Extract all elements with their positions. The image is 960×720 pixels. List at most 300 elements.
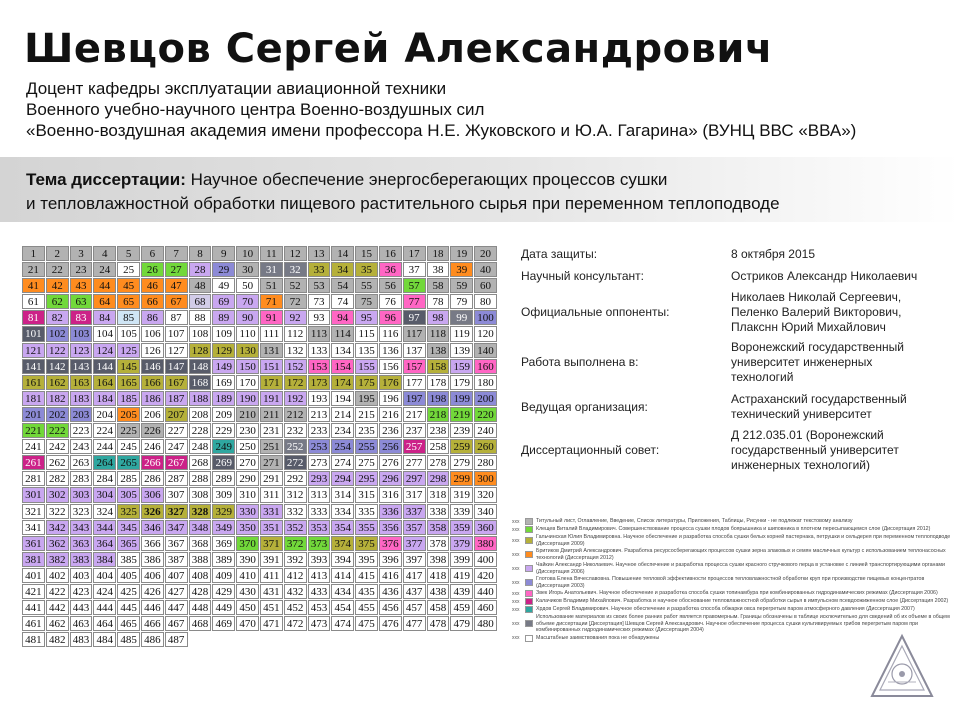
page-cell: 450 — [236, 600, 259, 615]
info-value: Д 212.035.01 (Воронежский государственный университет инженерных технологий) — [731, 427, 899, 472]
page-cell: 256 — [379, 439, 402, 454]
page-cell: 144 — [93, 359, 116, 374]
page-cell: 485 — [117, 632, 140, 647]
page-cell: 321 — [22, 504, 45, 519]
page-cell: 315 — [355, 487, 378, 502]
page-cell: 341 — [22, 520, 45, 535]
page-cell: 69 — [212, 294, 235, 309]
page-cell: 465 — [117, 616, 140, 631]
page-cell: 408 — [189, 568, 212, 583]
page-cell: 459 — [450, 600, 473, 615]
page-cell: 407 — [165, 568, 188, 583]
page-cell: 157 — [403, 359, 426, 374]
page-cell: 332 — [284, 504, 307, 519]
page-cell: 456 — [379, 600, 402, 615]
page-cell: 421 — [22, 584, 45, 599]
page-cell: 25 — [117, 262, 140, 277]
page-cell: 299 — [450, 471, 473, 486]
page-cell: 364 — [93, 536, 116, 551]
page-cell: 251 — [260, 439, 283, 454]
page-cell: 63 — [70, 294, 93, 309]
page-cell: 317 — [403, 487, 426, 502]
page-cell: 480 — [474, 616, 497, 631]
legend-text: Использование материалов из своих более ранних работ является правомерным. Границы обозначены в таблице исключительно для сведений об их объеме в общем объеме диссертации [Диссертация] Шевцов Сергей Александрович. Научное обеспечение процесса сушки культивируемых грибов перегретым паром при комбинированных гидродинамических режимах (Диссертация 2004) — [536, 614, 950, 633]
page-cell: 28 — [189, 262, 212, 277]
page-cell: 168 — [189, 375, 212, 390]
page-cell: 355 — [355, 520, 378, 535]
page-cell: 111 — [260, 326, 283, 341]
page-cell: 192 — [284, 391, 307, 406]
page-cell: 461 — [22, 616, 45, 631]
page-cell: 37 — [403, 262, 426, 277]
legend-swatch — [525, 537, 533, 544]
page-cell: 225 — [117, 423, 140, 438]
page-cell: 374 — [331, 536, 354, 551]
page-cell: 259 — [450, 439, 473, 454]
page-cell: 346 — [141, 520, 164, 535]
page-cell: 174 — [331, 375, 354, 390]
page-cell: 198 — [427, 391, 450, 406]
page-cell: 359 — [450, 520, 473, 535]
page-cell: 108 — [189, 326, 212, 341]
page-cell: 233 — [308, 423, 331, 438]
legend-code: ххх — [512, 579, 520, 586]
page-cell: 481 — [22, 632, 45, 647]
page-cell: 181 — [22, 391, 45, 406]
page-cell: 88 — [189, 310, 212, 325]
page-cell: 387 — [165, 552, 188, 567]
page-cell: 436 — [379, 584, 402, 599]
page-cell: 123 — [70, 343, 93, 358]
page-cell: 284 — [93, 471, 116, 486]
page-cell: 339 — [450, 504, 473, 519]
page-cell: 145 — [117, 359, 140, 374]
page-cell: 48 — [189, 278, 212, 293]
dissertation-theme — [26, 168, 780, 216]
legend-swatch — [525, 606, 533, 613]
page-cell: 432 — [284, 584, 307, 599]
page-cell: 410 — [236, 568, 259, 583]
page-cell: 224 — [93, 423, 116, 438]
page-cell: 240 — [474, 423, 497, 438]
page-cell: 226 — [141, 423, 164, 438]
page-cell: 17 — [403, 246, 426, 261]
page-cell: 327 — [165, 504, 188, 519]
legend-swatch — [525, 635, 533, 642]
page-cell: 27 — [165, 262, 188, 277]
page-cell: 329 — [212, 504, 235, 519]
page-cell: 158 — [427, 359, 450, 374]
page-cell: 392 — [284, 552, 307, 567]
page-cell: 129 — [212, 343, 235, 358]
page-cell: 381 — [22, 552, 45, 567]
page-cell: 205 — [117, 407, 140, 422]
page-cell: 358 — [427, 520, 450, 535]
page-cell: 184 — [93, 391, 116, 406]
page-cell: 191 — [260, 391, 283, 406]
page-cell: 453 — [308, 600, 331, 615]
page-cell: 281 — [22, 471, 45, 486]
page-cell: 417 — [403, 568, 426, 583]
page-cell: 345 — [117, 520, 140, 535]
page-cell: 430 — [236, 584, 259, 599]
page-cell: 62 — [46, 294, 69, 309]
page-cell: 249 — [212, 439, 235, 454]
page-cell: 342 — [46, 520, 69, 535]
page-cell: 149 — [212, 359, 235, 374]
page-cell: 276 — [379, 455, 402, 470]
page-cell: 200 — [474, 391, 497, 406]
page-cell: 371 — [260, 536, 283, 551]
page-cell: 163 — [70, 375, 93, 390]
page-cell: 210 — [236, 407, 259, 422]
page-cell: 319 — [450, 487, 473, 502]
info-label: Официальные оппоненты: — [521, 305, 670, 319]
legend-code: ххх — [512, 635, 520, 641]
page-cell: 313 — [308, 487, 331, 502]
page-cell: 50 — [236, 278, 259, 293]
page-cell: 36 — [379, 262, 402, 277]
page-cell: 314 — [331, 487, 354, 502]
legend-code: ххх — [512, 526, 520, 533]
page-cell: 199 — [450, 391, 473, 406]
page-cell: 326 — [141, 504, 164, 519]
page-cell: 278 — [427, 455, 450, 470]
page-cell: 52 — [284, 278, 307, 293]
page-cell: 361 — [22, 536, 45, 551]
page-cell: 323 — [70, 504, 93, 519]
page-cell: 95 — [355, 310, 378, 325]
affiliation-line: «Военно-воздушная академия имени профессора Н.Е. Жуковского и Ю.А. Гагарина» (ВУНЦ ВВС «ВВА») — [26, 121, 857, 140]
page-cell: 269 — [212, 455, 235, 470]
page-cell: 246 — [141, 439, 164, 454]
page-cell: 142 — [46, 359, 69, 374]
page-cell: 127 — [165, 343, 188, 358]
page-cell: 194 — [331, 391, 354, 406]
page-cell: 161 — [22, 375, 45, 390]
page-cell: 471 — [260, 616, 283, 631]
info-row — [521, 387, 941, 427]
page-cell: 73 — [308, 294, 331, 309]
page-cell: 379 — [450, 536, 473, 551]
page-cell: 115 — [355, 326, 378, 341]
page-cell: 441 — [22, 600, 45, 615]
page-cell: 343 — [70, 520, 93, 535]
page-cell: 201 — [22, 407, 45, 422]
page-cell: 188 — [189, 391, 212, 406]
page-cell: 41 — [22, 278, 45, 293]
page-cell: 318 — [427, 487, 450, 502]
page-cell: 232 — [284, 423, 307, 438]
page-cell: 426 — [141, 584, 164, 599]
page-cell: 382 — [46, 552, 69, 567]
page-cell: 141 — [22, 359, 45, 374]
page-cell: 92 — [284, 310, 307, 325]
page-cell: 125 — [117, 343, 140, 358]
page-cell: 110 — [236, 326, 259, 341]
page-cell: 328 — [189, 504, 212, 519]
legend-swatch — [525, 565, 533, 572]
page-cell: 103 — [70, 326, 93, 341]
page-cell: 170 — [236, 375, 259, 390]
page-cell: 478 — [427, 616, 450, 631]
page-cell: 295 — [355, 471, 378, 486]
page-cell: 121 — [22, 343, 45, 358]
page-cell: 169 — [212, 375, 235, 390]
page-cell: 217 — [403, 407, 426, 422]
page-cell: 128 — [189, 343, 212, 358]
page-cell: 14 — [331, 246, 354, 261]
page-cell: 87 — [165, 310, 188, 325]
page-cell: 100 — [474, 310, 497, 325]
page-cell: 147 — [165, 359, 188, 374]
page-cell: 212 — [284, 407, 307, 422]
page-cell: 86 — [141, 310, 164, 325]
page-cell: 189 — [212, 391, 235, 406]
theme-line-2: и тепловлажностной обработки пищевого растительного сырья при переменном теплоподводе — [26, 194, 780, 213]
page-cell: 350 — [236, 520, 259, 535]
page-cell: 136 — [379, 343, 402, 358]
page-cell: 162 — [46, 375, 69, 390]
legend-item — [512, 562, 952, 575]
page-cell: 460 — [474, 600, 497, 615]
page-cell: 7 — [165, 246, 188, 261]
page-cell: 46 — [141, 278, 164, 293]
page-cell: 261 — [22, 455, 45, 470]
page-cell: 424 — [93, 584, 116, 599]
page-cell: 260 — [474, 439, 497, 454]
page-cell: 77 — [403, 294, 426, 309]
page-cell: 389 — [212, 552, 235, 567]
page-cell: 258 — [427, 439, 450, 454]
page-cell: 442 — [46, 600, 69, 615]
page-cell: 83 — [70, 310, 93, 325]
page-cell: 320 — [474, 487, 497, 502]
page-cell: 445 — [117, 600, 140, 615]
page-cell: 288 — [189, 471, 212, 486]
page-cell: 352 — [284, 520, 307, 535]
page-cell: 234 — [331, 423, 354, 438]
page-cell: 372 — [284, 536, 307, 551]
theme-line-1: Научное обеспечение энергосберегающих процессов сушки — [190, 170, 668, 189]
page-cell: 236 — [379, 423, 402, 438]
page-cell: 474 — [331, 616, 354, 631]
page-cell: 215 — [355, 407, 378, 422]
page-cell: 152 — [284, 359, 307, 374]
page-cell: 312 — [284, 487, 307, 502]
info-value: Воронежский государственный университет инженерных технологий — [731, 339, 904, 384]
page-cell: 433 — [308, 584, 331, 599]
page-cell: 160 — [474, 359, 497, 374]
legend-code: ххх — [512, 551, 520, 558]
page-cell: 124 — [93, 343, 116, 358]
page-cell: 349 — [212, 520, 235, 535]
page-cell: 40 — [474, 262, 497, 277]
page-cell: 394 — [331, 552, 354, 567]
info-row — [521, 287, 941, 337]
page-cell: 290 — [236, 471, 259, 486]
page-cell: 221 — [22, 423, 45, 438]
page-cell: 307 — [165, 487, 188, 502]
page-cell: 360 — [474, 520, 497, 535]
page-cell: 102 — [46, 326, 69, 341]
page-cell: 230 — [236, 423, 259, 438]
page-cell: 76 — [379, 294, 402, 309]
page-cell: 477 — [403, 616, 426, 631]
page-cell: 470 — [236, 616, 259, 631]
page-cell: 440 — [474, 584, 497, 599]
page-cell: 39 — [450, 262, 473, 277]
page-cell: 195 — [355, 391, 378, 406]
legend-item — [512, 548, 952, 561]
page-cell: 268 — [189, 455, 212, 470]
info-row — [521, 265, 941, 287]
page-cell: 447 — [165, 600, 188, 615]
institution-seal-icon — [868, 630, 936, 702]
legend-text: Клещев Виталий Владимирович. Совершенствование процесса сушки плодов боярышника и шиповника в плотном пересыпающемся слое (Диссертация 2012) — [536, 526, 931, 533]
page-cell: 159 — [450, 359, 473, 374]
page-cell: 419 — [450, 568, 473, 583]
page-cell: 248 — [189, 439, 212, 454]
page-cell: 464 — [93, 616, 116, 631]
page-cell: 58 — [427, 278, 450, 293]
page-cell: 402 — [46, 568, 69, 583]
page-cell: 61 — [22, 294, 45, 309]
page-cell: 101 — [22, 326, 45, 341]
page-cell: 479 — [450, 616, 473, 631]
page-cell: 29 — [212, 262, 235, 277]
page-cell: 65 — [117, 294, 140, 309]
page-cell: 80 — [474, 294, 497, 309]
page-cell: 118 — [427, 326, 450, 341]
page-cell: 197 — [403, 391, 426, 406]
legend-text: Глотова Елена Вячеславовна. Повышение тепловой эффективности процессов тепловлажностной обработки круп при производстве пищевых концентратов (Диссертация 2003) — [536, 576, 925, 589]
page-cell: 18 — [427, 246, 450, 261]
page-cell: 223 — [70, 423, 93, 438]
page-cell: 167 — [165, 375, 188, 390]
page-cell: 99 — [450, 310, 473, 325]
page-cell: 280 — [474, 455, 497, 470]
page-cell: 93 — [308, 310, 331, 325]
page-cell: 139 — [450, 343, 473, 358]
person-name: Шевцов Сергей Александрович — [24, 26, 773, 72]
info-label: Дата защиты: — [521, 247, 598, 261]
page-cell: 20 — [474, 246, 497, 261]
page-cell: 334 — [331, 504, 354, 519]
page-cell: 211 — [260, 407, 283, 422]
page-cell: 373 — [308, 536, 331, 551]
page-cell: 247 — [165, 439, 188, 454]
page-cell: 67 — [165, 294, 188, 309]
page-cell: 476 — [379, 616, 402, 631]
theme-label: Тема диссертации: — [26, 170, 186, 189]
page-cell: 431 — [260, 584, 283, 599]
legend-item — [512, 576, 952, 589]
page-cell: 68 — [189, 294, 212, 309]
page-cell: 253 — [308, 439, 331, 454]
page-cell: 106 — [141, 326, 164, 341]
page-cell: 316 — [379, 487, 402, 502]
page-cell: 375 — [355, 536, 378, 551]
page-cell: 425 — [117, 584, 140, 599]
page-cell: 378 — [427, 536, 450, 551]
page-cell: 245 — [117, 439, 140, 454]
page-cell: 116 — [379, 326, 402, 341]
page-cell: 94 — [331, 310, 354, 325]
page-cell: 367 — [165, 536, 188, 551]
info-row — [521, 337, 941, 387]
page-cell: 262 — [46, 455, 69, 470]
page-cell: 33 — [308, 262, 331, 277]
page-cell: 427 — [165, 584, 188, 599]
page-cell: 138 — [427, 343, 450, 358]
info-value: Астраханский государственный технический университет — [731, 392, 907, 421]
page-cell: 380 — [474, 536, 497, 551]
page-cell: 308 — [189, 487, 212, 502]
page-cell: 148 — [189, 359, 212, 374]
page-cell: 401 — [22, 568, 45, 583]
page-cell: 429 — [212, 584, 235, 599]
page-cell: 333 — [308, 504, 331, 519]
page-cell: 302 — [46, 487, 69, 502]
legend-text: Масштабные заимствования пока не обнаружены — [536, 634, 660, 641]
page-cell: 19 — [450, 246, 473, 261]
page-cell: 179 — [450, 375, 473, 390]
legend — [512, 518, 952, 643]
page-cell: 72 — [284, 294, 307, 309]
page-cell: 458 — [427, 600, 450, 615]
page-cell: 31 — [260, 262, 283, 277]
page-cell: 310 — [236, 487, 259, 502]
page-cell: 120 — [474, 326, 497, 341]
page-cell: 271 — [260, 455, 283, 470]
legend-code: ххх — [512, 518, 520, 525]
page-cell: 57 — [403, 278, 426, 293]
legend-text: Звек Игорь Анатольевич. Научное обеспечение и разработка способа сушки топинамбура при комбинированных гидродинамических режимах (Диссертация 2006) — [536, 590, 938, 597]
page-cell: 214 — [331, 407, 354, 422]
page-cell: 90 — [236, 310, 259, 325]
page-cell: 193 — [308, 391, 331, 406]
page-cell: 384 — [93, 552, 116, 567]
page-cell: 81 — [22, 310, 45, 325]
page-cell: 15 — [355, 246, 378, 261]
page-cell: 416 — [379, 568, 402, 583]
page-cell: 338 — [427, 504, 450, 519]
page-cell: 243 — [70, 439, 93, 454]
page-cell: 298 — [427, 471, 450, 486]
page-cell: 472 — [284, 616, 307, 631]
info-row — [521, 243, 941, 265]
page-cell: 196 — [379, 391, 402, 406]
page-cell: 164 — [93, 375, 116, 390]
page-cell: 16 — [379, 246, 402, 261]
page-cell: 177 — [403, 375, 426, 390]
page-cell: 292 — [284, 471, 307, 486]
page-cell: 422 — [46, 584, 69, 599]
page-cell: 35 — [355, 262, 378, 277]
info-label: Диссертационный совет: — [521, 443, 660, 457]
page-cell: 409 — [212, 568, 235, 583]
page-cell: 11 — [260, 246, 283, 261]
page-cell: 305 — [117, 487, 140, 502]
page-cell: 376 — [379, 536, 402, 551]
page-cell: 267 — [165, 455, 188, 470]
page-cell: 254 — [331, 439, 354, 454]
page-cell: 6 — [141, 246, 164, 261]
page-cell: 469 — [212, 616, 235, 631]
page-cell: 304 — [93, 487, 116, 502]
page-cell: 484 — [93, 632, 116, 647]
